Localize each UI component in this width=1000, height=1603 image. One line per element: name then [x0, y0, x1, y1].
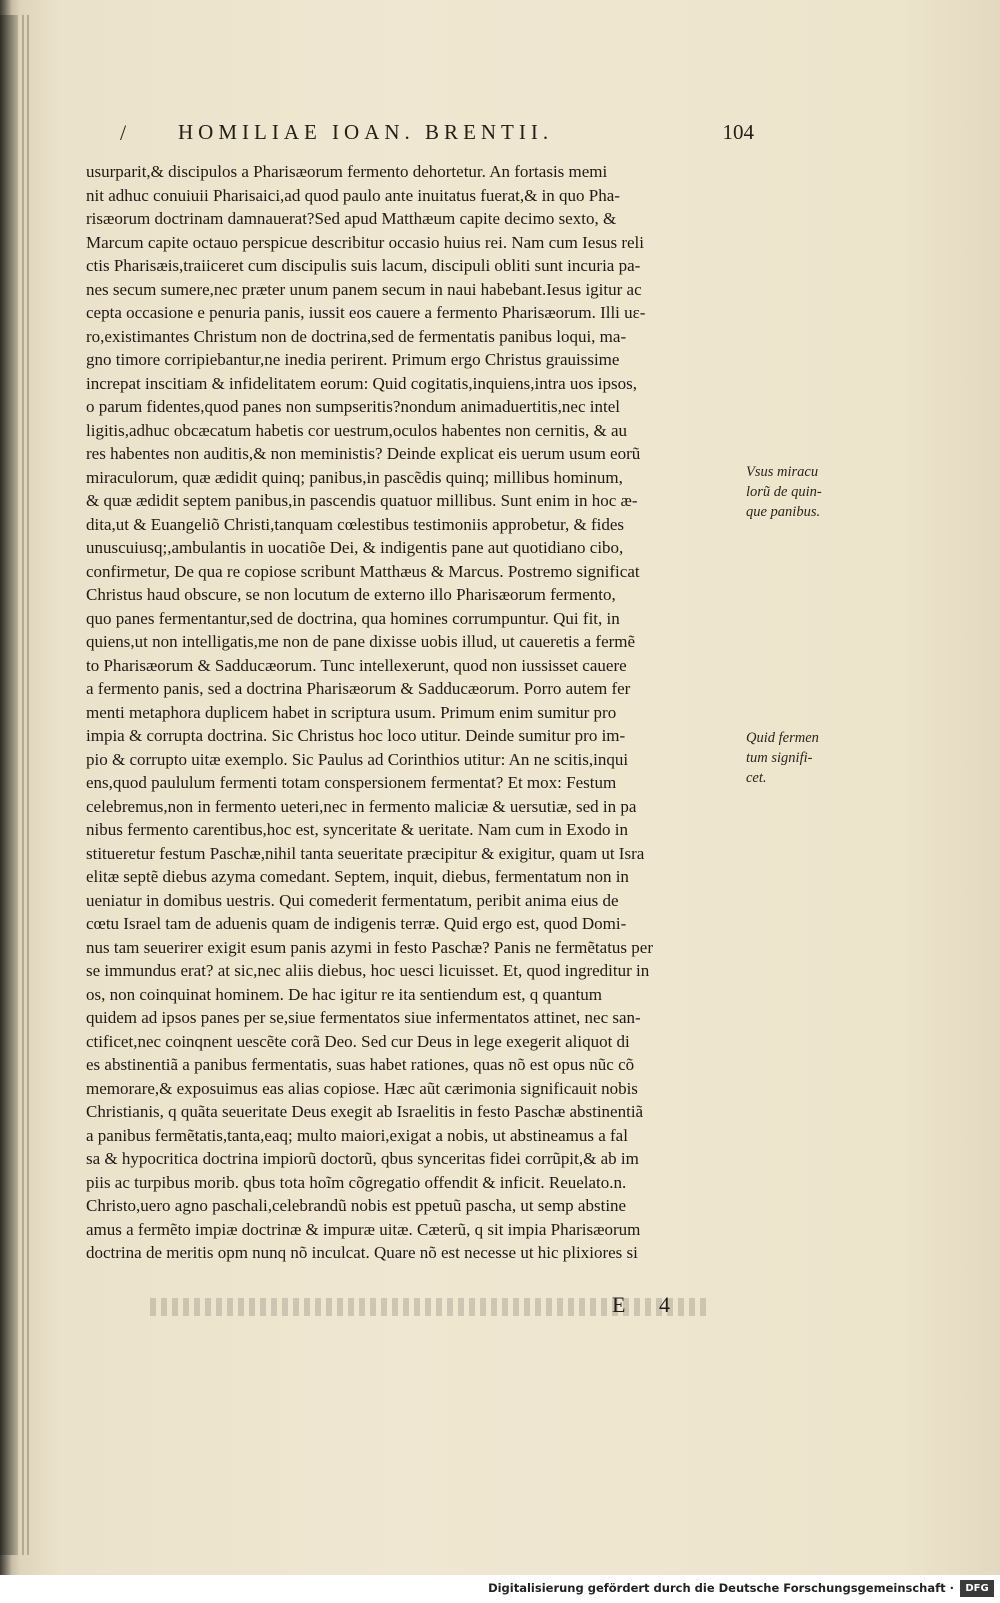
text-line: nes secum sumere,nec præter unum panem secum in naui habebant.Iesus igitur ac — [86, 279, 642, 299]
text-line: amus a fermẽto impiæ doctrinæ & impuræ uitæ. Cæterũ, q sit impia Pharisæorum — [86, 1219, 641, 1239]
text-line: memorare,& exposuimus eas alias copiose. Hæc aũt cærimonia significauit nobis — [86, 1078, 638, 1098]
text-line: miraculorum, quæ ædidit quinq; panibus,in pascẽdis quinq; millibus hominum, — [86, 467, 623, 487]
text-line: dita,ut & Euangeliõ Christi,tanquam cœlestibus testimoniis approbetur, & fides — [86, 514, 625, 534]
text-line: & quæ ædidit septem panibus,in pascendis quatuor millibus. Sunt enim in hoc æ- — [86, 491, 638, 510]
main-text-block — [86, 160, 736, 1265]
text-line: menti metaphora duplicem habet in scriptura usum. Primum enim sumitur pro — [86, 702, 617, 722]
text-line: quo panes fermentantur,sed de doctrina, qua homines corrumpuntur. Qui fit, in — [86, 608, 620, 628]
signature-catchword: E 4 — [612, 1292, 684, 1317]
text-line: ligitis,adhuc obcæcatum habetis cor uestrum,oculos habentes non cernitis, & au — [86, 420, 628, 440]
text-line: to Pharisæorum & Sadducæorum. Tunc intellexerunt, quod non iussisset cauere — [86, 655, 627, 675]
text-line: ctificet,nec coinqnent uescẽte corã Deo. Sed cur Deus in lege exegerit aliquot di — [86, 1031, 630, 1051]
margin-note-line: cet. — [746, 770, 767, 786]
page-edge — [22, 15, 24, 1555]
text-line: impia & corrupta doctrina. Sic Christus hoc loco utitur. Deinde sumitur pro im- — [86, 726, 626, 745]
header-title: HOMILIAE IOAN. BRENTII. — [178, 120, 554, 144]
text-line: confirmetur, De qua re copiose scribunt Matthæus & Marcus. Postremo significat — [86, 561, 640, 581]
text-line: cepta occasione e penuria panis, iussit eos cauere a fermento Pharisæorum. Illi uε- — [86, 303, 646, 322]
header-mark: / — [120, 120, 127, 145]
text-line: ctis Pharisæis,traiiceret cum discipulis suis lacum, discipuli obliti sunt incuria pa- — [86, 256, 641, 275]
text-line: increpat inscitiam & infidelitatem eorum: Quid cogitatis,inquiens,intra uos ipsos, — [86, 373, 637, 393]
running-header — [108, 118, 754, 150]
margin-note-line: Vsus miracu — [746, 464, 819, 480]
text-line: ens,quod paululum fermenti totam conspersionem fermentat? Et mox: Festum — [86, 773, 617, 792]
text-line: pio & corrupto uitæ exemplo. Sic Paulus ad Corinthios utitur: An ne scitis,inqui — [86, 749, 629, 769]
text-line: quiens,ut non intelligatis,me non de pane dixisse uobis illud, ut caueretis a fermẽ — [86, 632, 636, 651]
margin-note — [746, 462, 822, 522]
text-line: sa & hypocritica doctrina impiorũ doctorũ, qbus synceritas fidei corrũpit,& ab im — [86, 1149, 639, 1168]
text-line: cœtu Israel tam de aduenis quam de indigenis terræ. Quid ergo est, quod Domi- — [86, 914, 627, 933]
text-line: usurparit,& discipulos a Pharisæorum fermento dehortetur. An fortasis memi — [86, 162, 608, 181]
text-line: stitueretur festum Paschæ,nihil tanta seueritate præcipitur & exigitur, quam ut Isra — [86, 843, 645, 863]
text-line: os, non coinquinat hominem. De hac igitur re ita sentiendum est, q quantum — [86, 984, 603, 1004]
text-line: risæorum doctrinam damnauerat?Sed apud Matthæum capite decimo sexto, & — [86, 209, 617, 228]
text-line: Marcum capite octauo perspicue describitur occasio huius rei. Nam cum Iesus reli — [86, 232, 644, 252]
text-line: se immundus erat? at sic,nec aliis diebus, hoc uesci licuisset. Et, quod ingreditur in — [86, 961, 650, 980]
margin-note-line: Quid fermen — [746, 730, 819, 746]
text-line: nit adhuc conuiuii Pharisaici,ad quod paulo ante inuitatus fuerat,& in quo Pha- — [86, 185, 620, 205]
margin-note — [746, 728, 819, 788]
text-line: piis ac turpibus morib. qbus tota hoĩm cõgregatio offendit & inficit. Reuelato.n. — [86, 1172, 627, 1192]
text-line: gno timore corripiebantur,ne inedia perirent. Primum ergo Christus grauissime — [86, 350, 620, 369]
text-line: ueniatur in domibus uestris. Qui comederit fermentatum, peribit anima eius de — [86, 890, 619, 910]
funding-credit: Digitalisierung gefördert durch die Deutsche Forschungsgemeinschaft · — [488, 1581, 954, 1595]
text-line: o parum fidentes,quod panes non sumpseritis?nondum animaduertitis,nec intel — [86, 397, 620, 416]
dfg-logo: DFG — [960, 1580, 994, 1597]
text-line: celebremus,non in fermento ueteri,nec in fermento maliciæ & uersutiæ, sed in pa — [86, 796, 637, 816]
margin-note-line: que panibus. — [746, 504, 821, 520]
text-line: Christo,uero agno paschali,celebrandũ nobis est ppetuũ pascha, ut semp abstine — [86, 1196, 627, 1215]
margin-note-line: tum signifi- — [746, 750, 813, 766]
text-line: nus tam seuerirer exigit esum panis azymi in festo Paschæ? Panis ne fermẽtatus per — [86, 937, 653, 957]
text-line: nibus fermento carentibus,hoc est, synceritate & ueritate. Nam cum in Exodo in — [86, 820, 628, 839]
text-line: quidem ad ipsos panes per se,siue fermentatos siue infermentatos attinet, nec san- — [86, 1008, 641, 1027]
text-line: es abstinentiã a panibus fermentatis, suas habet rationes, quas nõ est opus nũc cõ — [86, 1055, 635, 1074]
text-line: Christianis, q quãta seueritate Deus exegit ab Israelitis in festo Paschæ abstinentiã — [86, 1102, 644, 1121]
folio-number: 104 — [722, 120, 754, 144]
text-line: unuscuiusq;,ambulantis in uocatiõe Dei, & indigentis pane aut quotidiano cibo, — [86, 538, 624, 557]
book-spine — [0, 15, 18, 1555]
text-line: a fermento panis, sed a doctrina Pharisæorum & Sadducæorum. Porro autem fer — [86, 679, 631, 698]
text-line: elitæ septẽ diebus azyma comedant. Septem, inquit, diebus, fermentatum non in — [86, 867, 629, 886]
text-line: res habentes non auditis,& non meministis? Deinde explicat eis uerum usum eorũ — [86, 444, 641, 463]
footer-bar — [0, 1575, 1000, 1603]
text-line: a panibus fermẽtatis,tanta,eaq; multo maiori,exigat a nobis, ut abstineamus a fal — [86, 1125, 628, 1145]
text-line: doctrina de meritis opm nunq nõ inculcat. Quare nõ est necesse ut hic plixiores si — [86, 1243, 638, 1262]
text-line: ro,existimantes Christum non de doctrina,sed de fermentatis panibus loqui, ma- — [86, 326, 627, 346]
margin-note-line: lorũ de quin- — [746, 484, 822, 500]
text-line: Christus haud obscure, se non locutum de externo illo Pharisæorum fermento, — [86, 585, 616, 604]
page-edge — [27, 15, 29, 1555]
